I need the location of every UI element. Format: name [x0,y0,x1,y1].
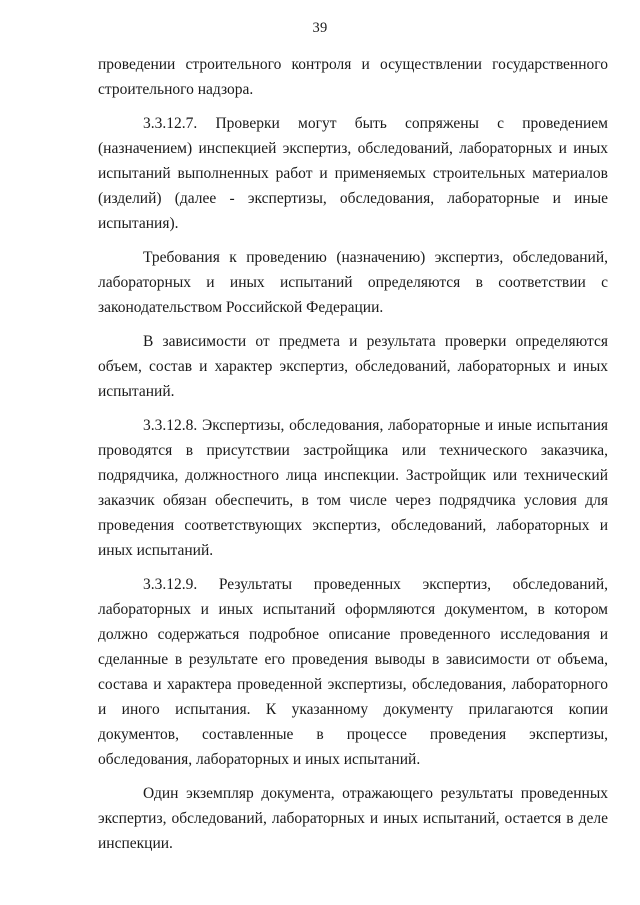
paragraph-continuation: проведении строительного контроля и осуществлении государственного строительного надзора. [98,56,608,98]
paragraph-scope: В зависимости от предмета и результата проверки определяются объем, состав и характер экспертиз, обследований, лабораторных и иных испытаний. [98,333,608,400]
paragraph-copy-retained: Один экземпляр документа, отражающего результаты проведенных экспертиз, обследований, лабораторных и иных испытаний, остается в деле инспекции. [98,785,608,852]
paragraph-3-3-12-9: 3.3.12.9. Результаты проведенных экспертиз, обследований, лабораторных и иных испытаний оформляются документом, в котором должно содержаться подробное описание проведенного исследования и сделанные в результате его проведения выводы в зависимости от объема, состава и характера проведенной экспертизы, обследования, лабораторного и иного испытания. К указанному документу прилагаются копии документов, составленные в процессе проведения экспертизы, обследования, лабораторных и иных испытаний. [98,576,608,768]
page-number: 39 [312,20,328,36]
paragraph-3-3-12-8: 3.3.12.8. Экспертизы, обследования, лабораторные и иные испытания проводятся в присутствии застройщика или технического заказчика, подрядчика, должностного лица инспекции. Застройщик или технический заказчик обязан обеспечить, в том числе через подрядчика условия для проведения соответствующих экспертиз, обследований, лабораторных и иных испытаний. [98,417,608,559]
paragraph-3-3-12-7: 3.3.12.7. Проверки могут быть сопряжены с проведением (назначением) инспекцией экспертиз, обследований, лабораторных и иных испытаний выполненных работ и применяемых строительных материалов (изделий) (далее - экспертизы, обследования, лабораторные и иные испытания). [98,115,608,232]
document-body [98,52,608,856]
paragraph-requirements: Требования к проведению (назначению) экспертиз, обследований, лабораторных и иных испытаний определяются в соответствии с законодательством Российской Федерации. [98,249,608,316]
